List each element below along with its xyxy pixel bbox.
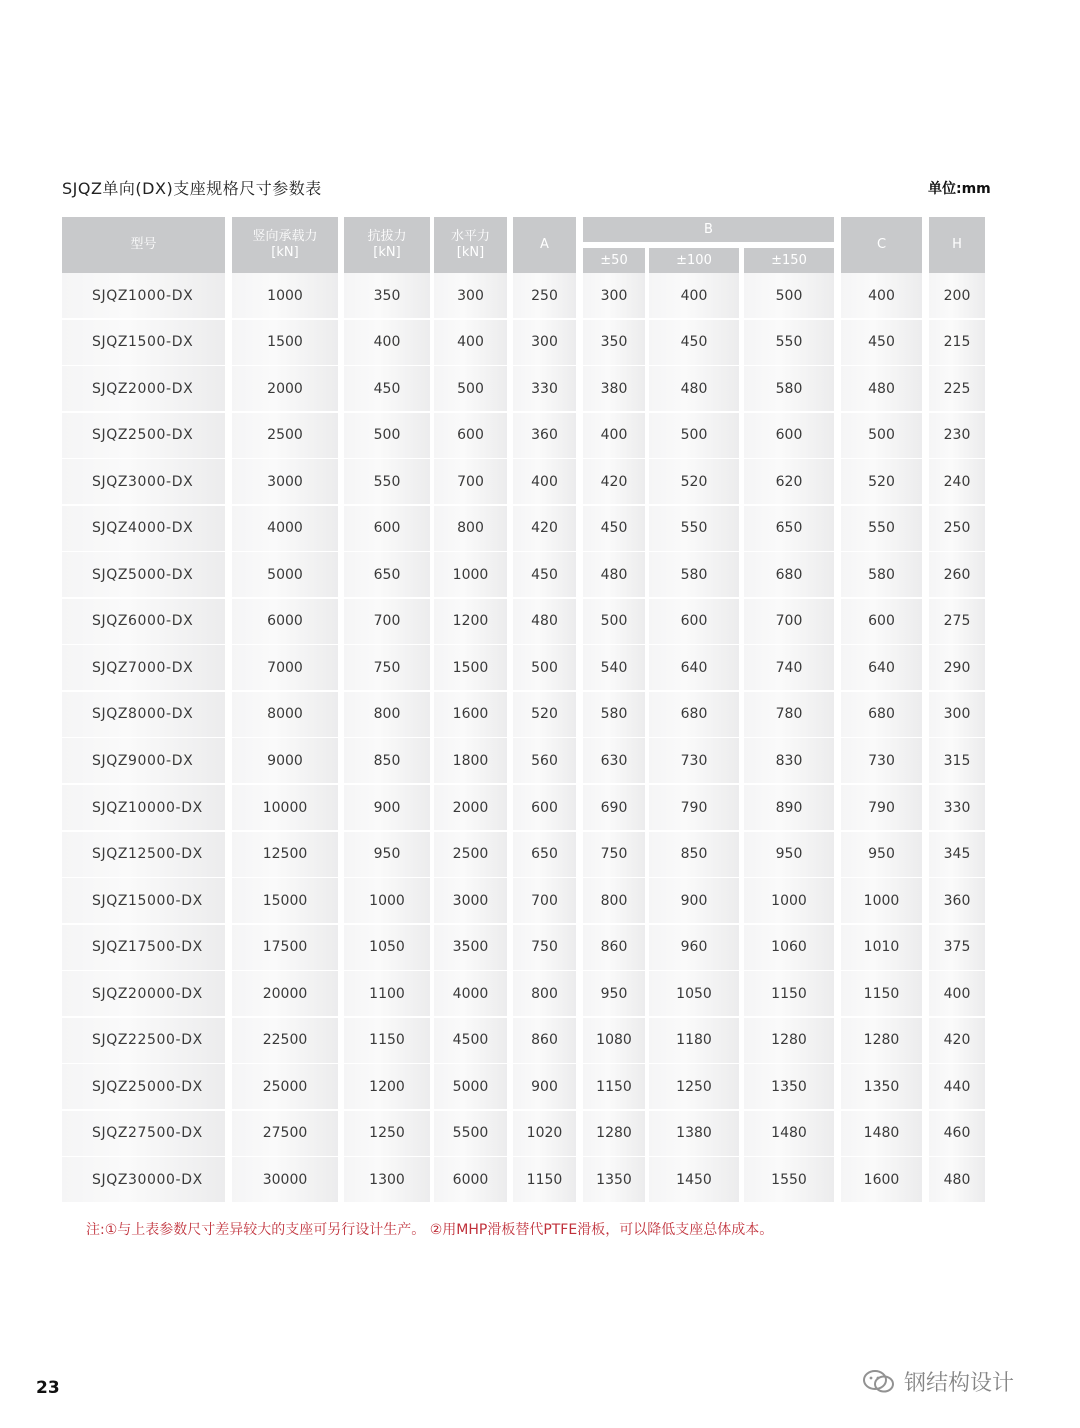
cell-model: SJQZ6000-DX [62, 599, 225, 644]
header-uplift [344, 217, 430, 273]
cell-uplift: 1000 [344, 878, 430, 923]
cell-b-50: 540 [583, 645, 645, 690]
cell-b-50: 500 [583, 599, 645, 644]
table-row [0, 273, 1080, 320]
cell-horizontal-force: 700 [434, 459, 507, 504]
cell-b-100: 500 [649, 413, 739, 458]
cell-b-100: 1180 [649, 1018, 739, 1063]
cell-uplift: 450 [344, 366, 430, 411]
cell-b-150: 1000 [744, 878, 834, 923]
cell-b-100: 450 [649, 320, 739, 365]
cell-b-100: 600 [649, 599, 739, 644]
cell-c: 550 [841, 506, 922, 551]
cell-model: SJQZ10000-DX [62, 785, 225, 830]
cell-c: 480 [841, 366, 922, 411]
cell-h: 315 [929, 738, 985, 783]
table-row [0, 459, 1080, 506]
cell-a: 650 [513, 832, 576, 877]
cell-c: 1350 [841, 1064, 922, 1109]
cell-c: 600 [841, 599, 922, 644]
cell-vertical-capacity: 17500 [232, 925, 338, 970]
cell-b-50: 1350 [583, 1157, 645, 1202]
cell-b-150: 650 [744, 506, 834, 551]
cell-model: SJQZ7000-DX [62, 645, 225, 690]
header-h [929, 217, 985, 273]
cell-h: 215 [929, 320, 985, 365]
cell-vertical-capacity: 12500 [232, 832, 338, 877]
cell-vertical-capacity: 1500 [232, 320, 338, 365]
cell-uplift: 1050 [344, 925, 430, 970]
table-row [0, 506, 1080, 553]
cell-h: 480 [929, 1157, 985, 1202]
cell-b-100: 680 [649, 692, 739, 737]
watermark [862, 1366, 1014, 1397]
cell-b-150: 1480 [744, 1111, 834, 1156]
cell-b-150: 680 [744, 552, 834, 597]
cell-uplift: 650 [344, 552, 430, 597]
cell-vertical-capacity: 15000 [232, 878, 338, 923]
cell-b-150: 890 [744, 785, 834, 830]
cell-a: 400 [513, 459, 576, 504]
header-a [513, 217, 576, 273]
header-c-label: C [876, 237, 887, 252]
cell-model: SJQZ4000-DX [62, 506, 225, 551]
cell-b-100: 580 [649, 552, 739, 597]
cell-horizontal-force: 500 [434, 366, 507, 411]
cell-h: 400 [929, 971, 985, 1016]
cell-a: 250 [513, 273, 576, 318]
cell-vertical-capacity: 6000 [232, 599, 338, 644]
cell-uplift: 800 [344, 692, 430, 737]
cell-horizontal-force: 1800 [434, 738, 507, 783]
table-row [0, 413, 1080, 460]
table-row [0, 1018, 1080, 1065]
cell-c: 1600 [841, 1157, 922, 1202]
cell-h: 375 [929, 925, 985, 970]
header-b-100-label: ±100 [676, 252, 712, 268]
cell-model: SJQZ1500-DX [62, 320, 225, 365]
table-row [0, 692, 1080, 739]
cell-h: 260 [929, 552, 985, 597]
table-row [0, 878, 1080, 925]
cell-h: 240 [929, 459, 985, 504]
cell-b-50: 750 [583, 832, 645, 877]
cell-b-100: 790 [649, 785, 739, 830]
cell-horizontal-force: 2500 [434, 832, 507, 877]
cell-b-50: 1080 [583, 1018, 645, 1063]
table-row [0, 645, 1080, 692]
cell-a: 1020 [513, 1111, 576, 1156]
cell-uplift: 700 [344, 599, 430, 644]
unit-label: 单位:mm [928, 181, 991, 197]
cell-vertical-capacity: 5000 [232, 552, 338, 597]
cell-uplift: 850 [344, 738, 430, 783]
table-row [0, 971, 1080, 1018]
cell-a: 360 [513, 413, 576, 458]
table-body [0, 273, 1080, 1204]
cell-vertical-capacity: 7000 [232, 645, 338, 690]
watermark-text: 钢结构设计 [904, 1371, 1015, 1396]
cell-c: 1150 [841, 971, 922, 1016]
cell-b-150: 830 [744, 738, 834, 783]
table-row [0, 785, 1080, 832]
cell-vertical-capacity: 2500 [232, 413, 338, 458]
cell-b-100: 640 [649, 645, 739, 690]
cell-b-50: 420 [583, 459, 645, 504]
cell-uplift: 550 [344, 459, 430, 504]
cell-model: SJQZ3000-DX [62, 459, 225, 504]
cell-model: SJQZ9000-DX [62, 738, 225, 783]
cell-horizontal-force: 5000 [434, 1064, 507, 1109]
cell-vertical-capacity: 27500 [232, 1111, 338, 1156]
cell-c: 1480 [841, 1111, 922, 1156]
cell-a: 520 [513, 692, 576, 737]
cell-b-50: 580 [583, 692, 645, 737]
cell-b-100: 1050 [649, 971, 739, 1016]
wechat-icon [862, 1368, 896, 1396]
header-b-100 [649, 248, 739, 273]
cell-model: SJQZ27500-DX [62, 1111, 225, 1156]
cell-h: 225 [929, 366, 985, 411]
cell-b-150: 620 [744, 459, 834, 504]
cell-b-100: 480 [649, 366, 739, 411]
cell-h: 290 [929, 645, 985, 690]
cell-b-50: 690 [583, 785, 645, 830]
cell-b-50: 630 [583, 738, 645, 783]
cell-c: 790 [841, 785, 922, 830]
header-b-150 [744, 248, 834, 273]
cell-model: SJQZ8000-DX [62, 692, 225, 737]
cell-model: SJQZ22500-DX [62, 1018, 225, 1063]
page-number: 23 [36, 1378, 60, 1398]
table-row [0, 320, 1080, 367]
cell-uplift: 500 [344, 413, 430, 458]
cell-horizontal-force: 3500 [434, 925, 507, 970]
cell-a: 300 [513, 320, 576, 365]
cell-model: SJQZ15000-DX [62, 878, 225, 923]
cell-uplift: 950 [344, 832, 430, 877]
cell-b-50: 800 [583, 878, 645, 923]
header-vertical-unit: [kN] [271, 245, 299, 260]
header-b-50-label: ±50 [600, 252, 628, 268]
cell-horizontal-force: 3000 [434, 878, 507, 923]
cell-b-100: 550 [649, 506, 739, 551]
cell-c: 640 [841, 645, 922, 690]
cell-vertical-capacity: 20000 [232, 971, 338, 1016]
cell-h: 420 [929, 1018, 985, 1063]
cell-h: 360 [929, 878, 985, 923]
cell-uplift: 1150 [344, 1018, 430, 1063]
header-vertical [232, 217, 338, 273]
cell-c: 680 [841, 692, 922, 737]
header-vertical-label: 竖向承载力 [252, 229, 318, 244]
cell-a: 700 [513, 878, 576, 923]
cell-horizontal-force: 800 [434, 506, 507, 551]
cell-vertical-capacity: 10000 [232, 785, 338, 830]
cell-h: 345 [929, 832, 985, 877]
cell-b-50: 1150 [583, 1064, 645, 1109]
cell-b-150: 1350 [744, 1064, 834, 1109]
cell-c: 950 [841, 832, 922, 877]
cell-b-150: 550 [744, 320, 834, 365]
table-row [0, 1157, 1080, 1204]
cell-b-50: 380 [583, 366, 645, 411]
cell-model: SJQZ5000-DX [62, 552, 225, 597]
cell-horizontal-force: 1500 [434, 645, 507, 690]
table-row [0, 1111, 1080, 1158]
cell-model: SJQZ2000-DX [62, 366, 225, 411]
header-b-150-label: ±150 [771, 252, 807, 268]
cell-a: 600 [513, 785, 576, 830]
header-horizontal-unit: [kN] [456, 245, 485, 260]
cell-uplift: 1200 [344, 1064, 430, 1109]
cell-a: 480 [513, 599, 576, 644]
cell-a: 420 [513, 506, 576, 551]
cell-c: 580 [841, 552, 922, 597]
cell-a: 450 [513, 552, 576, 597]
cell-model: SJQZ30000-DX [62, 1157, 225, 1202]
cell-uplift: 600 [344, 506, 430, 551]
cell-b-50: 480 [583, 552, 645, 597]
cell-b-100: 900 [649, 878, 739, 923]
cell-h: 275 [929, 599, 985, 644]
cell-b-150: 1150 [744, 971, 834, 1016]
table-row [0, 366, 1080, 413]
table-title: SJQZ单向(DX)支座规格尺寸参数表 [62, 179, 322, 198]
cell-uplift: 1250 [344, 1111, 430, 1156]
cell-model: SJQZ2500-DX [62, 413, 225, 458]
cell-c: 1000 [841, 878, 922, 923]
cell-b-100: 850 [649, 832, 739, 877]
cell-h: 250 [929, 506, 985, 551]
cell-b-150: 600 [744, 413, 834, 458]
cell-model: SJQZ20000-DX [62, 971, 225, 1016]
cell-b-150: 1550 [744, 1157, 834, 1202]
cell-b-150: 1280 [744, 1018, 834, 1063]
table-footnote: 注:①与上表参数尺寸差异较大的支座可另行设计生产。 ②用MHP滑板替代PTFE滑板，可以降低支座总体成本。 [86, 1222, 774, 1238]
cell-model: SJQZ25000-DX [62, 1064, 225, 1109]
cell-a: 800 [513, 971, 576, 1016]
table-row [0, 1064, 1080, 1111]
cell-horizontal-force: 4500 [434, 1018, 507, 1063]
cell-b-150: 740 [744, 645, 834, 690]
table-row [0, 599, 1080, 646]
cell-c: 500 [841, 413, 922, 458]
cell-b-50: 300 [583, 273, 645, 318]
cell-b-50: 400 [583, 413, 645, 458]
cell-uplift: 750 [344, 645, 430, 690]
cell-b-150: 580 [744, 366, 834, 411]
cell-vertical-capacity: 4000 [232, 506, 338, 551]
cell-vertical-capacity: 25000 [232, 1064, 338, 1109]
cell-b-50: 350 [583, 320, 645, 365]
cell-horizontal-force: 1600 [434, 692, 507, 737]
header-horizontal-label: 水平力 [450, 229, 490, 244]
header-model-label: 型号 [130, 237, 157, 252]
cell-h: 440 [929, 1064, 985, 1109]
cell-a: 1150 [513, 1157, 576, 1202]
cell-b-50: 450 [583, 506, 645, 551]
cell-a: 330 [513, 366, 576, 411]
header-b-label: B [704, 221, 713, 237]
cell-h: 330 [929, 785, 985, 830]
header-b [583, 217, 834, 242]
cell-horizontal-force: 4000 [434, 971, 507, 1016]
cell-b-100: 730 [649, 738, 739, 783]
cell-vertical-capacity: 30000 [232, 1157, 338, 1202]
cell-c: 1280 [841, 1018, 922, 1063]
header-horizontal [434, 217, 507, 273]
cell-b-100: 400 [649, 273, 739, 318]
cell-vertical-capacity: 3000 [232, 459, 338, 504]
header-uplift-label: 抗拔力 [367, 229, 407, 244]
table-row [0, 832, 1080, 879]
cell-b-100: 1450 [649, 1157, 739, 1202]
header-h-label: H [952, 237, 962, 252]
table-row [0, 925, 1080, 972]
cell-horizontal-force: 600 [434, 413, 507, 458]
cell-b-50: 860 [583, 925, 645, 970]
cell-a: 560 [513, 738, 576, 783]
cell-b-100: 960 [649, 925, 739, 970]
header-c [841, 217, 922, 273]
cell-a: 900 [513, 1064, 576, 1109]
cell-vertical-capacity: 9000 [232, 738, 338, 783]
cell-horizontal-force: 6000 [434, 1157, 507, 1202]
cell-horizontal-force: 2000 [434, 785, 507, 830]
cell-b-100: 1250 [649, 1064, 739, 1109]
cell-vertical-capacity: 1000 [232, 273, 338, 318]
cell-b-150: 1060 [744, 925, 834, 970]
cell-uplift: 1100 [344, 971, 430, 1016]
cell-b-150: 780 [744, 692, 834, 737]
cell-uplift: 900 [344, 785, 430, 830]
cell-c: 730 [841, 738, 922, 783]
cell-model: SJQZ12500-DX [62, 832, 225, 877]
cell-uplift: 350 [344, 273, 430, 318]
cell-b-150: 700 [744, 599, 834, 644]
cell-horizontal-force: 300 [434, 273, 507, 318]
cell-vertical-capacity: 8000 [232, 692, 338, 737]
cell-uplift: 1300 [344, 1157, 430, 1202]
cell-h: 460 [929, 1111, 985, 1156]
cell-c: 450 [841, 320, 922, 365]
cell-model: SJQZ17500-DX [62, 925, 225, 970]
cell-b-100: 1380 [649, 1111, 739, 1156]
cell-c: 520 [841, 459, 922, 504]
cell-horizontal-force: 1200 [434, 599, 507, 644]
cell-c: 1010 [841, 925, 922, 970]
cell-h: 230 [929, 413, 985, 458]
cell-h: 300 [929, 692, 985, 737]
header-model [62, 217, 225, 273]
cell-vertical-capacity: 2000 [232, 366, 338, 411]
cell-b-50: 1280 [583, 1111, 645, 1156]
cell-uplift: 400 [344, 320, 430, 365]
header-a-label: A [540, 237, 549, 252]
header-b-50 [583, 248, 645, 273]
cell-a: 750 [513, 925, 576, 970]
cell-vertical-capacity: 22500 [232, 1018, 338, 1063]
cell-model: SJQZ1000-DX [62, 273, 225, 318]
cell-horizontal-force: 1000 [434, 552, 507, 597]
cell-a: 500 [513, 645, 576, 690]
cell-horizontal-force: 400 [434, 320, 507, 365]
cell-b-150: 500 [744, 273, 834, 318]
header-uplift-unit: [kN] [373, 245, 401, 260]
table-row [0, 552, 1080, 599]
cell-c: 400 [841, 273, 922, 318]
cell-horizontal-force: 5500 [434, 1111, 507, 1156]
cell-h: 200 [929, 273, 985, 318]
cell-b-150: 950 [744, 832, 834, 877]
cell-b-100: 520 [649, 459, 739, 504]
cell-a: 860 [513, 1018, 576, 1063]
table-row [0, 738, 1080, 785]
cell-b-50: 950 [583, 971, 645, 1016]
